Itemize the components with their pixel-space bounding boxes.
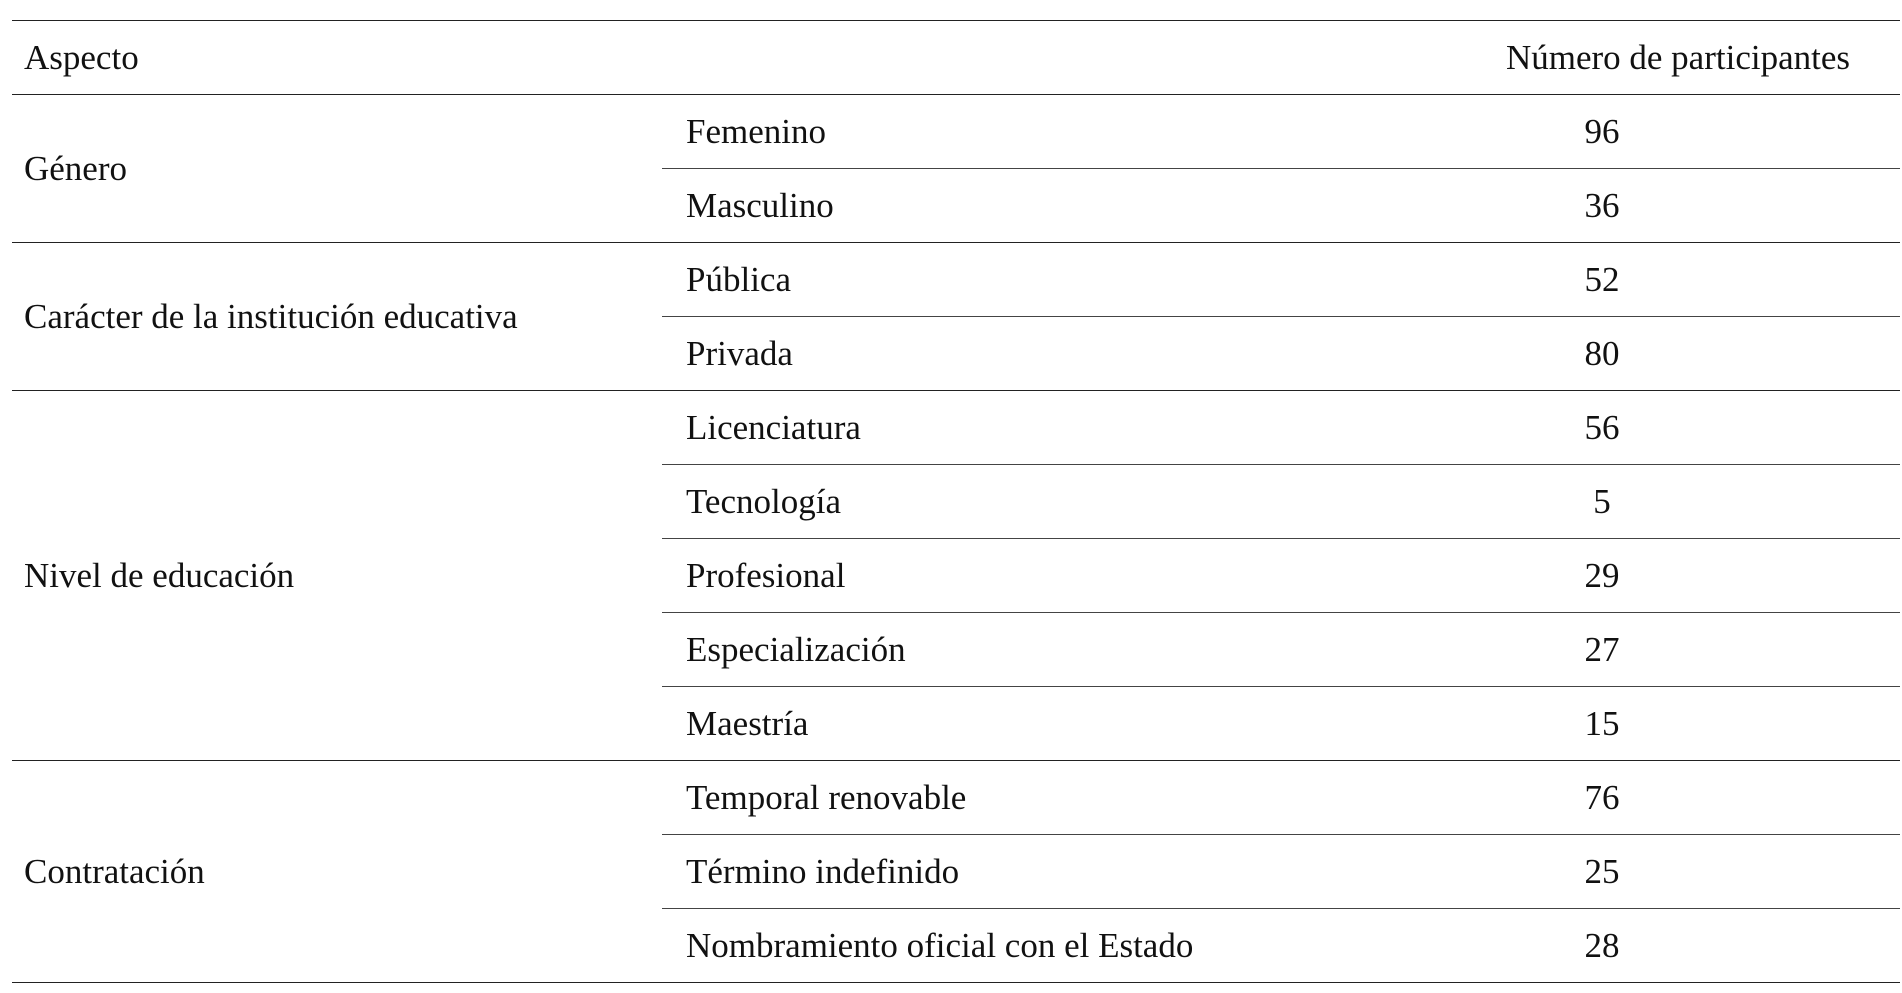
subcategory-cell: Nombramiento oficial con el Estado (662, 909, 1332, 983)
subcategory-cell: Profesional (662, 539, 1332, 613)
participants-table (12, 20, 1900, 983)
aspect-cell-genero: Género (12, 95, 662, 243)
subcategory-cell: Femenino (662, 95, 1332, 169)
table-row (12, 95, 1900, 169)
subcategory-cell: Privada (662, 317, 1332, 391)
table-header (12, 21, 1900, 95)
count-cell: 27 (1332, 613, 1900, 687)
table-row (12, 391, 1900, 465)
header-row (12, 21, 1900, 95)
aspect-cell-nivel: Nivel de educación (12, 391, 662, 761)
subcategory-cell: Maestría (662, 687, 1332, 761)
header-subcategory (662, 21, 1332, 95)
count-cell: 28 (1332, 909, 1900, 983)
table-row (12, 761, 1900, 835)
count-cell: 5 (1332, 465, 1900, 539)
count-cell: 29 (1332, 539, 1900, 613)
count-cell: 36 (1332, 169, 1900, 243)
subcategory-cell: Término indefinido (662, 835, 1332, 909)
aspect-cell-caracter: Carácter de la institución educativa (12, 243, 662, 391)
table-body (12, 95, 1900, 983)
header-count: Número de participantes (1332, 21, 1900, 95)
count-cell: 80 (1332, 317, 1900, 391)
aspect-cell-contratacion: Contratación (12, 761, 662, 983)
count-cell: 15 (1332, 687, 1900, 761)
count-cell: 52 (1332, 243, 1900, 317)
header-aspect: Aspecto (12, 21, 662, 95)
subcategory-cell: Especialización (662, 613, 1332, 687)
count-cell: 96 (1332, 95, 1900, 169)
subcategory-cell: Licenciatura (662, 391, 1332, 465)
subcategory-cell: Masculino (662, 169, 1332, 243)
count-cell: 25 (1332, 835, 1900, 909)
count-cell: 76 (1332, 761, 1900, 835)
count-cell: 56 (1332, 391, 1900, 465)
subcategory-cell: Temporal renovable (662, 761, 1332, 835)
table-row (12, 243, 1900, 317)
subcategory-cell: Pública (662, 243, 1332, 317)
subcategory-cell: Tecnología (662, 465, 1332, 539)
